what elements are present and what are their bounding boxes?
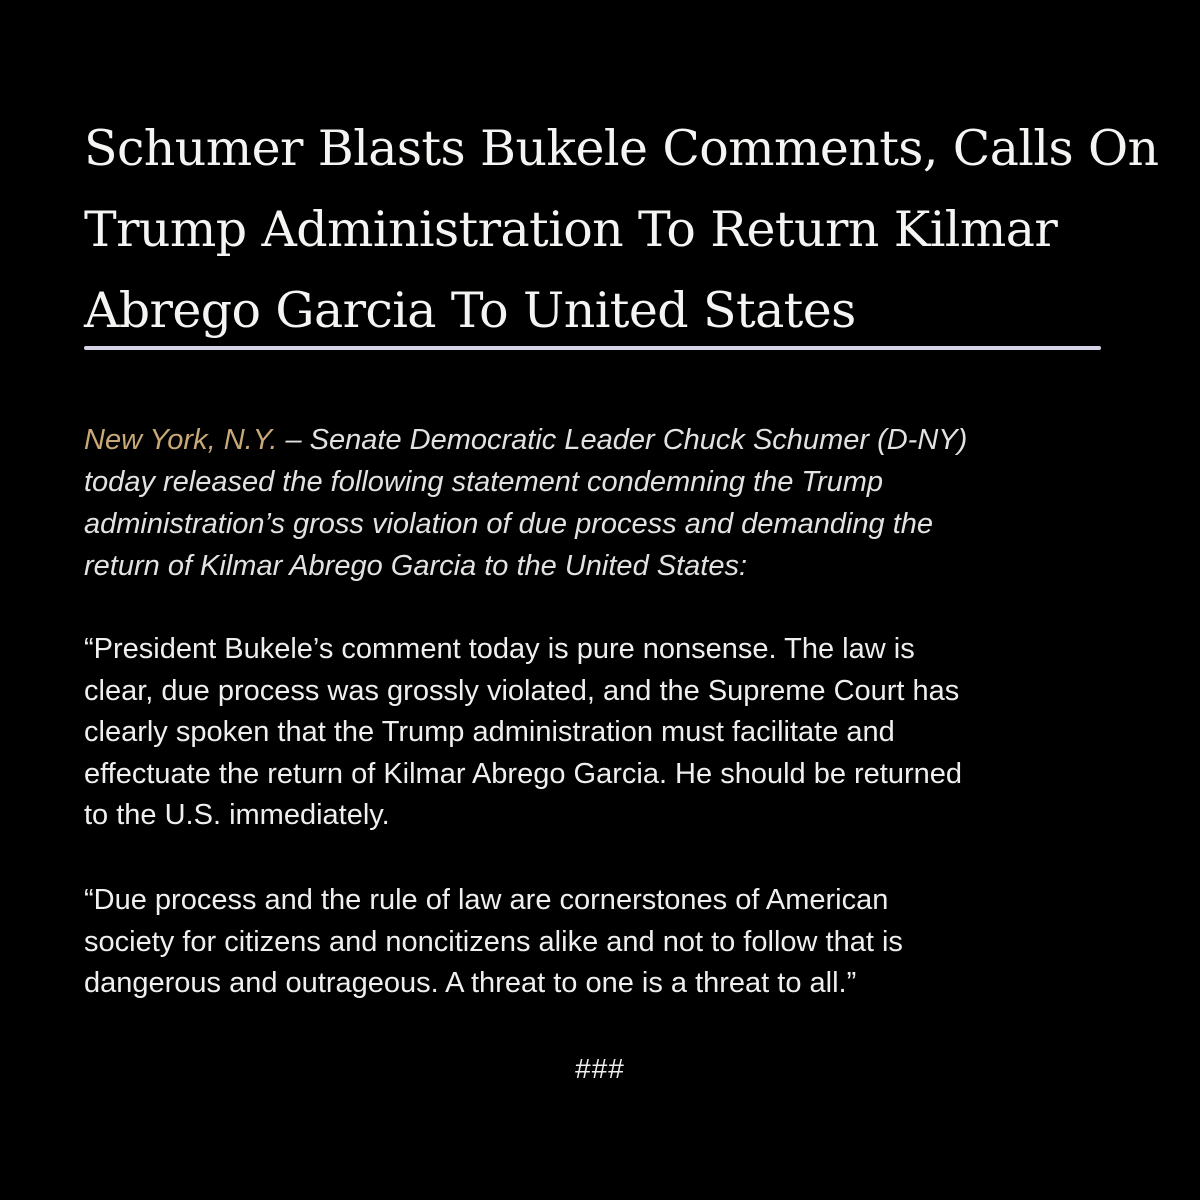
intro-line bbox=[84, 419, 1116, 461]
press-release bbox=[84, 0, 1159, 1200]
intro-line: today released the following statement condemning the Trump bbox=[84, 466, 884, 498]
quote-line: “Due process and the rule of law are cornerstones of American bbox=[84, 884, 889, 916]
divider bbox=[84, 346, 1101, 350]
quote-line: clear, due process was grossly violated, and the Supreme Court has bbox=[84, 674, 960, 707]
headline bbox=[84, 108, 1159, 351]
quote-paragraph bbox=[84, 880, 1116, 1005]
quote-line: “President Bukele’s comment today is pure nonsense. The law is bbox=[84, 633, 915, 665]
quote-line: effectuate the return of Kilmar Abrego Garcia. He should be returned bbox=[84, 757, 963, 790]
quote-line: to the U.S. immediately. bbox=[84, 799, 390, 832]
intro-line: return of Kilmar Abrego Garcia to the United States: bbox=[84, 550, 748, 582]
dateline: New York, N.Y. bbox=[84, 424, 278, 456]
headline-line: Schumer Blasts Bukele Comments, Calls On bbox=[84, 120, 1159, 177]
intro-line-text: – Senate Democratic Leader Chuck Schumer (D-NY) bbox=[277, 424, 968, 456]
headline-line: Trump Administration To Return Kilmar bbox=[84, 201, 1058, 258]
quote-line: dangerous and outrageous. A threat to one is a threat to all.” bbox=[84, 967, 857, 1000]
headline-line: Abrego Garcia To United States bbox=[84, 282, 856, 339]
quote-line: society for citizens and noncitizens alike and not to follow that is bbox=[84, 925, 903, 958]
intro-paragraph bbox=[84, 419, 1116, 587]
quote-line: clearly spoken that the Trump administration must facilitate and bbox=[84, 716, 895, 749]
end-mark: ### bbox=[575, 1053, 625, 1084]
quote-paragraph bbox=[84, 629, 1116, 837]
intro-line: administration’s gross violation of due process and demanding the bbox=[84, 508, 934, 540]
